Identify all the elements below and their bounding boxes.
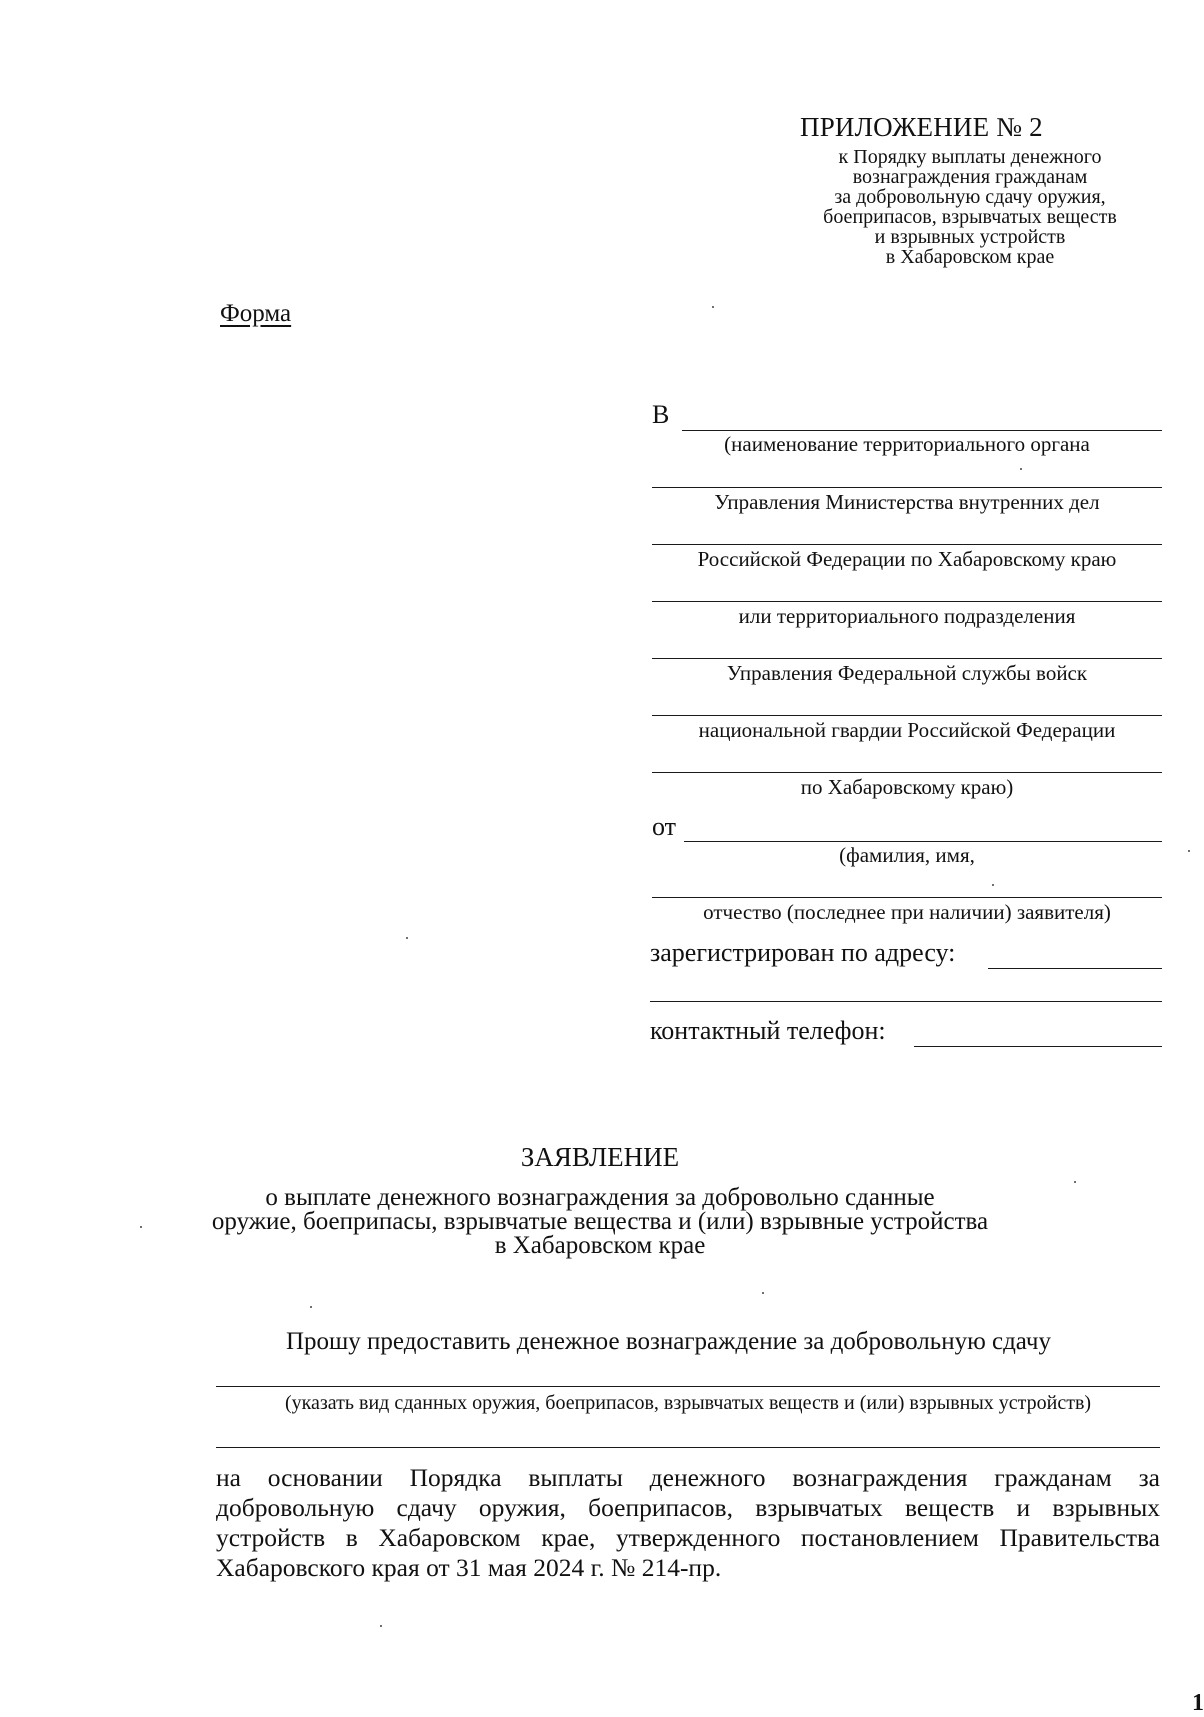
- addressee-text-line: Управления Министерства внутренних дел: [714, 490, 1100, 514]
- addressee-line: [652, 715, 1162, 716]
- address-label: зарегистрирован по адресу:: [650, 938, 956, 967]
- applicant-name-line: [684, 841, 1162, 842]
- addressee-text-line: или территориального подразделения: [738, 604, 1076, 628]
- from-prefix: от: [652, 812, 677, 841]
- appendix-line: вознаграждения гражданам: [852, 166, 1088, 188]
- addressee-text-line: Российской Федерации по Хабаровскому краю: [697, 547, 1117, 571]
- addressee-line: [652, 487, 1162, 488]
- appendix-line: и взрывных устройств: [874, 226, 1066, 248]
- statement-subtitle-line: о выплате денежного вознаграждения за добровольно сданные: [265, 1184, 935, 1211]
- appendix-line: в Хабаровском крае: [885, 246, 1055, 268]
- addressee-line: [652, 658, 1162, 659]
- applicant-name-caption: (фамилия, имя,: [839, 843, 975, 867]
- appendix-line: к Порядку выплаты денежного: [838, 146, 1102, 168]
- kind-caption: (указать вид сданных оружия, боеприпасов, взрывчатых веществ и (или) взрывных устройств): [284, 1392, 1092, 1414]
- statement-subtitle: [0, 1186, 1200, 1258]
- appendix-title: ПРИЛОЖЕНИЕ № 2: [800, 112, 1043, 142]
- address-field-line: [650, 1001, 1162, 1002]
- scan-speck: [1188, 850, 1190, 852]
- page-number: 1: [1192, 1690, 1204, 1716]
- phone-field-line: [914, 1046, 1162, 1047]
- addressee-line: [652, 772, 1162, 773]
- addressee-text-line: по Хабаровскому краю): [800, 775, 1014, 799]
- request-text: Прошу предоставить денежное вознаграждение за добровольную сдачу: [286, 1328, 1051, 1355]
- addressee-text-line: национальной гвардии Российской Федерации: [698, 718, 1116, 742]
- statement-subtitle-line: оружие, боеприпасы, взрывчатые вещества и (или) взрывные устройства: [211, 1208, 989, 1235]
- statement-title: ЗАЯВЛЕНИЕ: [520, 1142, 680, 1172]
- scan-speck: [380, 1625, 382, 1627]
- scan-speck: [1020, 468, 1022, 470]
- scan-speck: [310, 1306, 312, 1308]
- addressee-text-line: Управления Федеральной службы войск: [726, 661, 1088, 685]
- applicant-name-line: [652, 897, 1162, 898]
- scan-speck: [140, 1226, 142, 1228]
- form-label: Форма: [220, 300, 292, 327]
- addressee-line: [652, 601, 1162, 602]
- kind-field-line: [216, 1386, 1160, 1387]
- basis-paragraph: на основании Порядка выплаты денежного вознаграждения гражданам за добровольную сдачу оружия, боеприпасов, взрывчатых веществ и взрывных устройств в Хабаровском крае, утвержденного постановлением Правительства Хабаровского края от 31 мая 2024 г. № 214-пр.: [216, 1463, 1160, 1582]
- to-prefix: В: [652, 400, 670, 429]
- address-field-line: [988, 968, 1162, 969]
- addressee-line: [652, 544, 1162, 545]
- statement-subtitle-line: в Хабаровском крае: [494, 1232, 706, 1259]
- appendix-line: за добровольную сдачу оружия,: [834, 186, 1106, 208]
- scan-speck: [406, 937, 408, 939]
- scan-speck: [712, 306, 714, 308]
- applicant-name-caption-2: отчество (последнее при наличии) заявителя): [703, 900, 1111, 924]
- kind-field-line: [216, 1447, 1160, 1448]
- addressee-line: [682, 430, 1162, 431]
- appendix-line: боеприпасов, взрывчатых веществ: [823, 206, 1117, 228]
- appendix-subtitle: [770, 147, 1170, 267]
- scan-speck: [762, 1292, 764, 1294]
- phone-label: контактный телефон:: [650, 1016, 886, 1045]
- scan-speck: [992, 884, 994, 886]
- scan-speck: [1074, 1181, 1076, 1183]
- addressee-caption: (наименование территориального органа: [724, 432, 1090, 456]
